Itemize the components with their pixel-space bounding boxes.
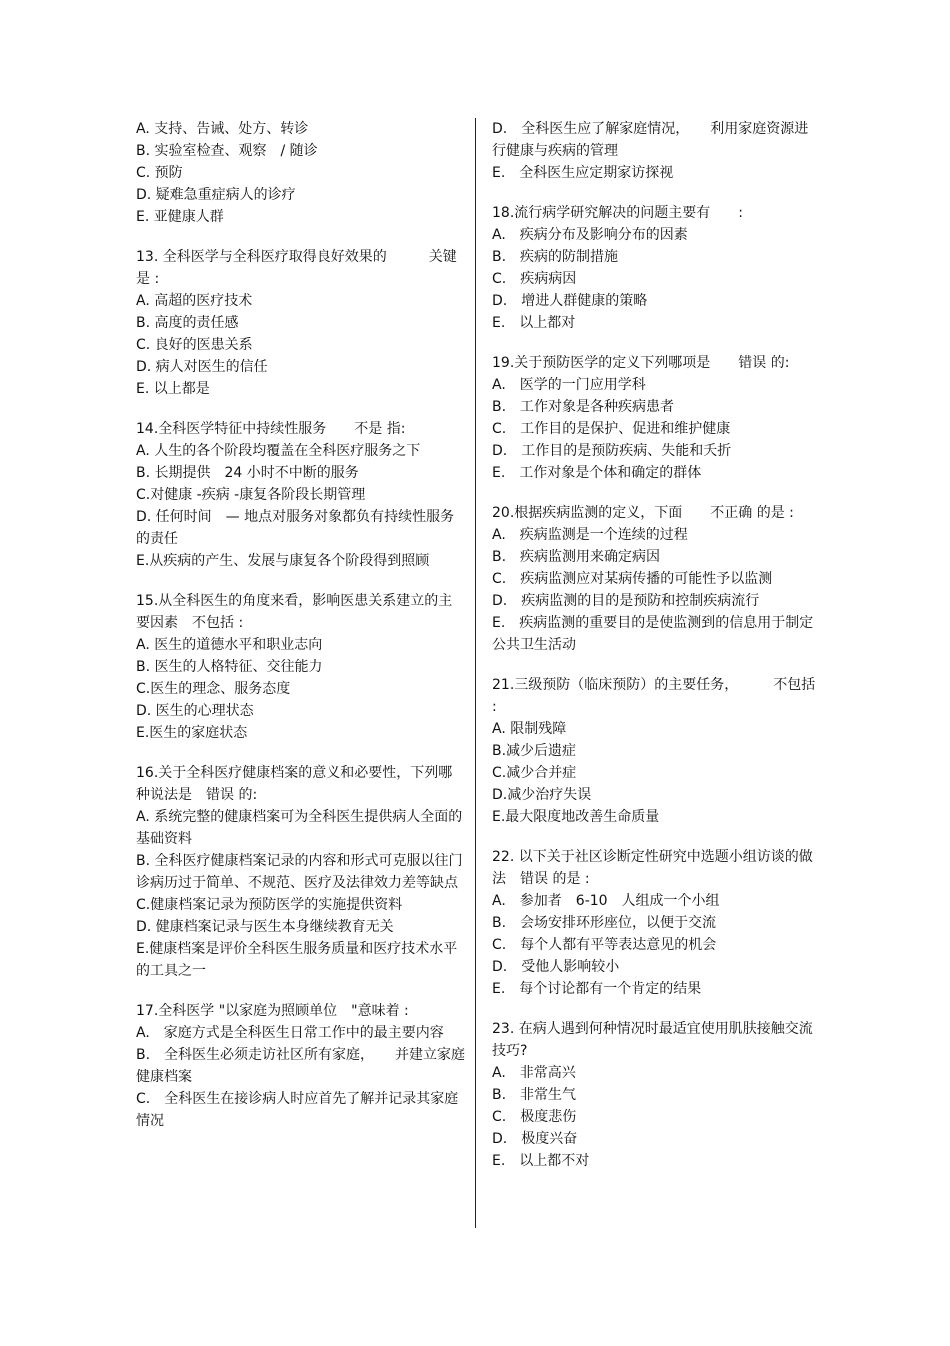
question-title: 20.根据疾病监测的定义，下面 不正确 的是 : <box>492 505 794 521</box>
question-title: 15.从全科医生的角度来看，影响医患关系建立的主要因素 不包括 : <box>136 593 453 631</box>
question-13 <box>136 246 466 400</box>
option-a: A. 支持、告诫、处方、转诊 <box>136 121 309 137</box>
option-a: A. 限制残障 <box>492 721 567 737</box>
option-b: B. 实验室检查、观察 / 随诊 <box>136 143 318 159</box>
option-c: C.医生的理念、服务态度 <box>136 681 291 697</box>
option-b: B. 全科医生必须走访社区所有家庭， 并建立家庭健康档案 <box>136 1047 466 1085</box>
option-c: C. 疾病监测应对某病传播的可能性予以监测 <box>492 571 773 587</box>
option-e: E. 每个讨论都有一个肯定的结果 <box>492 981 702 997</box>
option-e: E. 以上都不对 <box>492 1153 590 1169</box>
question-20 <box>492 502 822 656</box>
option-c: C. 预防 <box>136 165 183 181</box>
option-e: E.健康档案是评价全科医生服务质量和医疗技术水平的工具之一 <box>136 941 458 979</box>
option-c: C. 疾病病因 <box>492 271 577 287</box>
question-15 <box>136 590 466 744</box>
option-a: A. 家庭方式是全科医生日常工作中的最主要内容 <box>136 1025 444 1041</box>
option-a: A. 医生的道德水平和职业志向 <box>136 637 323 653</box>
question-title: 23. 在病人遇到何种情况时最适宜使用肌肤接触交流技巧? <box>492 1021 813 1059</box>
option-e: E. 全科医生应定期家访探视 <box>492 165 674 181</box>
option-e: E. 工作对象是个体和确定的群体 <box>492 465 702 481</box>
option-b: B. 工作对象是各种疾病患者 <box>492 399 675 415</box>
option-c: C. 工作目的是保护、促进和维护健康 <box>492 421 731 437</box>
question-title: 16.关于全科医疗健康档案的意义和必要性，下列哪种说法是 错误 的: <box>136 765 453 803</box>
question-title: 17.全科医学 "以家庭为照顾单位 "意味着 : <box>136 1003 409 1019</box>
option-e: E. 以上都对 <box>492 315 576 331</box>
option-d: D. 健康档案记录与医生本身继续教育无关 <box>136 919 394 935</box>
option-e: E.从疾病的产生、发展与康复各个阶段得到照顾 <box>136 553 430 569</box>
option-e: E. 以上都是 <box>136 381 210 397</box>
option-e: E.最大限度地改善生命质量 <box>492 809 660 825</box>
option-a: A. 高超的医疗技术 <box>136 293 253 309</box>
option-d: D. 疑难急重症病人的诊疗 <box>136 187 296 203</box>
option-b: B. 长期提供 24 小时不中断的服务 <box>136 465 359 481</box>
option-d: D. 任何时间 — 地点对服务对象都负有持续性服务的责任 <box>136 509 455 547</box>
left-column <box>136 118 466 1150</box>
option-d: D. 极度兴奋 <box>492 1131 578 1147</box>
option-d: D. 疾病监测的目的是预防和控制疾病流行 <box>492 593 760 609</box>
question-title: 14.全科医学特征中持续性服务 不是 指: <box>136 421 406 437</box>
option-b: B. 非常生气 <box>492 1087 577 1103</box>
option-a: A. 系统完整的健康档案可为全科医生提供病人全面的基础资料 <box>136 809 463 847</box>
option-d: D. 病人对医生的信任 <box>136 359 268 375</box>
question-14 <box>136 418 466 572</box>
question-21 <box>492 674 822 828</box>
option-e: E. 疾病监测的重要目的是使监测到的信息用于制定公共卫生活动 <box>492 615 814 653</box>
option-a: A. 疾病监测是一个连续的过程 <box>492 527 688 543</box>
right-column <box>492 118 822 1190</box>
question-23 <box>492 1018 822 1172</box>
option-d: D. 受他人影响较小 <box>492 959 620 975</box>
option-b: B. 疾病的防制措施 <box>492 249 619 265</box>
question-title: 18.流行病学研究解决的问题主要有 : <box>492 205 743 221</box>
option-e: E. 亚健康人群 <box>136 209 224 225</box>
option-b: B. 全科医疗健康档案记录的内容和形式可克服以往门诊病历过于简单、不规范、医疗及法律效力差等缺点 <box>136 853 463 891</box>
question-22 <box>492 846 822 1000</box>
option-b: B.减少后遗症 <box>492 743 577 759</box>
option-c: C. 每个人都有平等表达意见的机会 <box>492 937 717 953</box>
option-b: B. 疾病监测用来确定病因 <box>492 549 661 565</box>
option-c: C.健康档案记录为预防医学的实施提供资料 <box>136 897 403 913</box>
option-b: B. 高度的责任感 <box>136 315 239 331</box>
option-d: D. 工作目的是预防疾病、失能和夭折 <box>492 443 732 459</box>
option-d: D.减少治疗失误 <box>492 787 592 803</box>
question-title: 22. 以下关于社区诊断定性研究中选题小组访谈的做法 错误 的是 : <box>492 849 813 887</box>
option-a: A. 疾病分布及影响分布的因素 <box>492 227 688 243</box>
question-title: 21.三级预防（临床预防）的主要任务， 不包括 : <box>492 677 820 715</box>
question-17-continued <box>492 118 822 184</box>
question-12-continued <box>136 118 466 228</box>
question-title: 13. 全科医学与全科医疗取得良好效果的 关键是 : <box>136 249 457 287</box>
option-a: A. 人生的各个阶段均覆盖在全科医疗服务之下 <box>136 443 421 459</box>
question-16 <box>136 762 466 982</box>
question-18 <box>492 202 822 334</box>
option-d: D. 医生的心理状态 <box>136 703 254 719</box>
option-a: A. 参加者 6-10 人组成一个小组 <box>492 893 720 909</box>
option-b: B. 医生的人格特征、交往能力 <box>136 659 323 675</box>
option-d: D. 全科医生应了解家庭情况， 利用家庭资源进行健康与疾病的管理 <box>492 121 809 159</box>
option-e: E.医生的家庭状态 <box>136 725 248 741</box>
option-b: B. 会场安排环形座位，以便于交流 <box>492 915 717 931</box>
option-c: C. 极度悲伤 <box>492 1109 577 1125</box>
option-c: C.减少合并症 <box>492 765 577 781</box>
option-c: C.对健康 -疾病 -康复各阶段长期管理 <box>136 487 366 503</box>
option-a: A. 非常高兴 <box>492 1065 576 1081</box>
column-divider <box>475 118 476 1228</box>
question-title: 19.关于预防医学的定义下列哪项是 错误 的: <box>492 355 790 371</box>
option-d: D. 增进人群健康的策略 <box>492 293 648 309</box>
option-c: C. 良好的医患关系 <box>136 337 253 353</box>
question-17 <box>136 1000 466 1132</box>
question-19 <box>492 352 822 484</box>
option-a: A. 医学的一门应用学科 <box>492 377 646 393</box>
option-c: C. 全科医生在接诊病人时应首先了解并记录其家庭情况 <box>136 1091 459 1129</box>
